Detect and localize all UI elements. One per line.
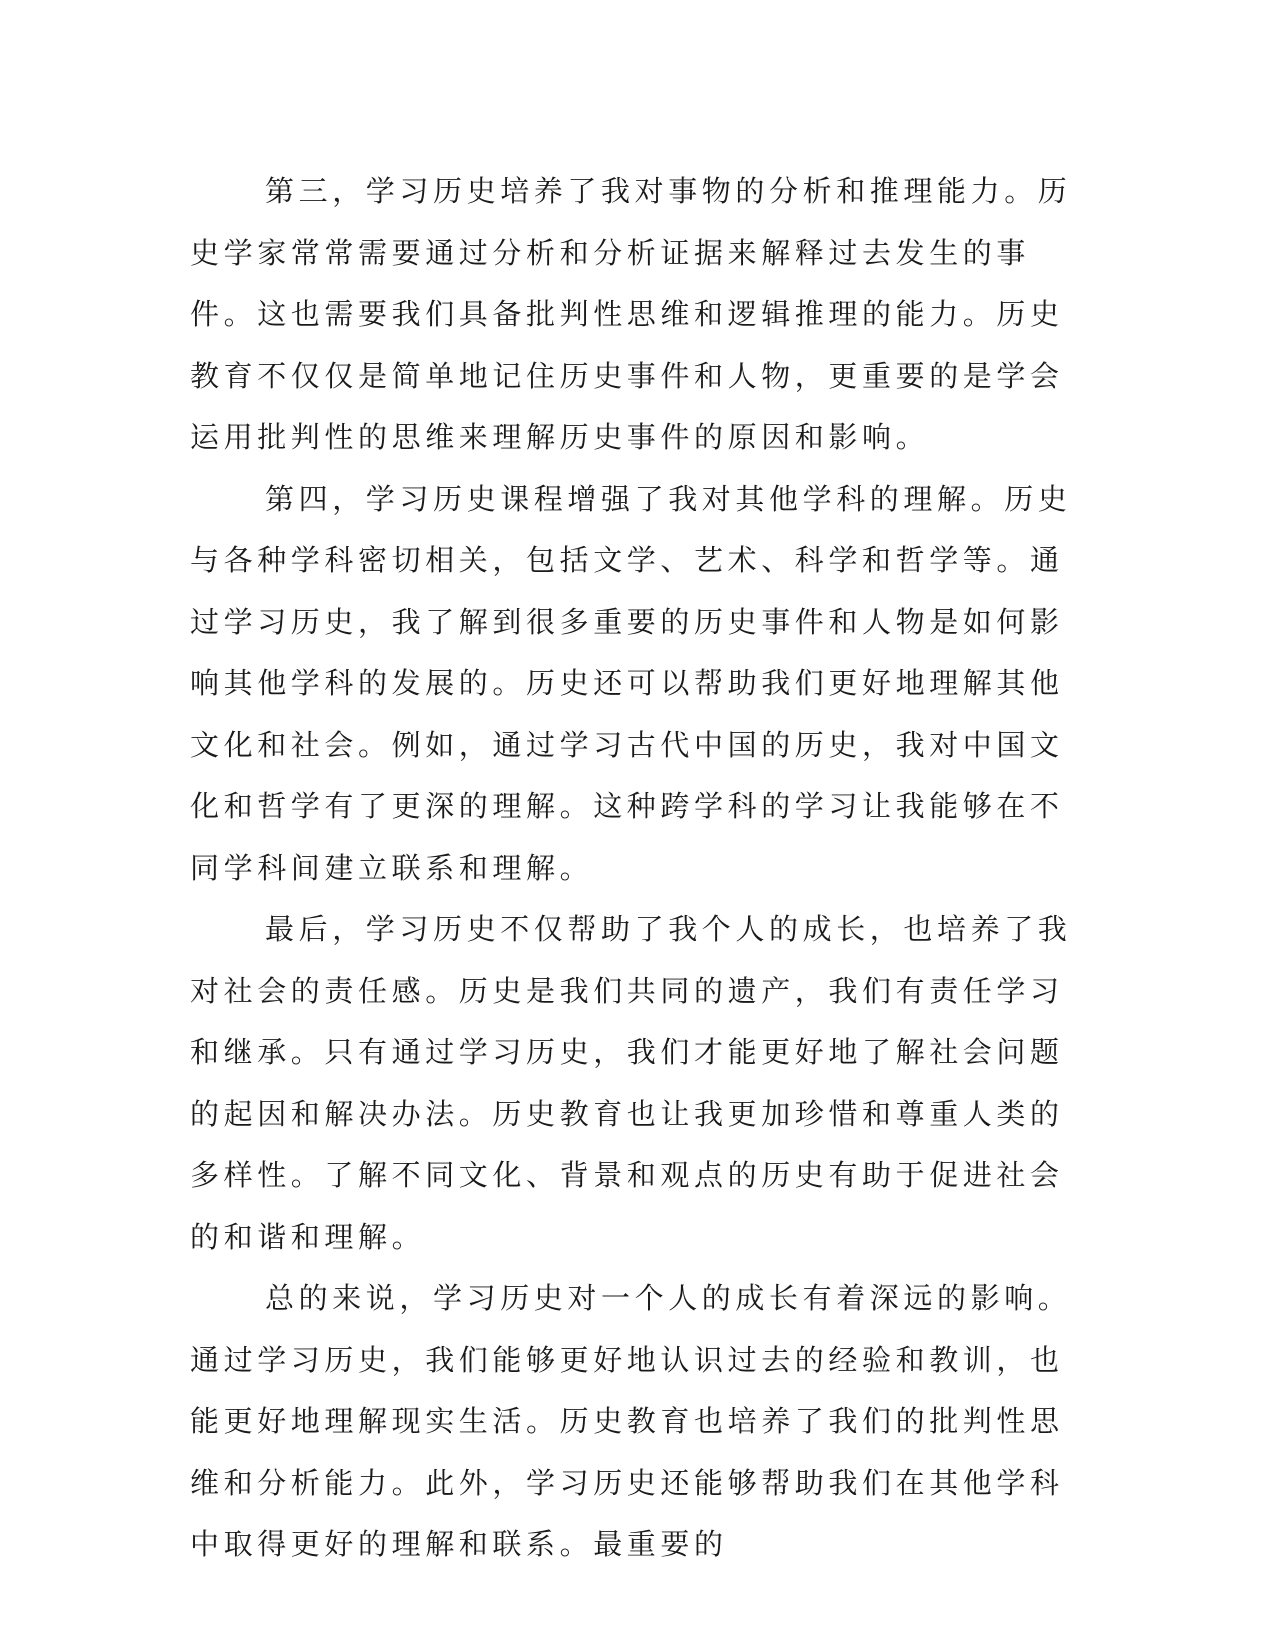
paragraph-conclusion: 总的来说，学习历史对一个人的成长有着深远的影响。通过学习历史，我们能够更好地认识过去的经验和教训，也能更好地理解现实生活。历史教育也培养了我们的批判性思维和分析能力。此外，学习历史还能够帮助我们在其他学科中取得更好的理解和联系。最重要的 — [190, 1281, 1072, 1561]
paragraph-social-responsibility: 最后，学习历史不仅帮助了我个人的成长，也培养了我对社会的责任感。历史是我们共同的遗产，我们有责任学习和继承。只有通过学习历史，我们才能更好地了解社会问题的起因和解决办法。历史教育也让我更加珍惜和尊重人类的多样性。了解不同文化、背景和观点的历史有助于促进社会的和谐和理解。 — [190, 912, 1072, 1254]
document-body — [190, 161, 1080, 1576]
paragraph-interdisciplinary: 第四，学习历史课程增强了我对其他学科的理解。历史与各种学科密切相关，包括文学、艺术、科学和哲学等。通过学习历史，我了解到很多重要的历史事件和人物是如何影响其他学科的发展的。历史还可以帮助我们更好地理解其他文化和社会。例如，通过学习古代中国的历史，我对中国文化和哲学有了更深的理解。这种跨学科的学习让我能够在不同学科间建立联系和理解。 — [190, 481, 1072, 885]
paragraph-analysis-reasoning: 第三，学习历史培养了我对事物的分析和推理能力。历史学家常常需要通过分析和分析证据来解释过去发生的事件。这也需要我们具备批判性思维和逻辑推理的能力。历史教育不仅仅是简单地记住历史事件和人物，更重要的是学会运用批判性的思维来理解历史事件的原因和影响。 — [190, 174, 1072, 454]
